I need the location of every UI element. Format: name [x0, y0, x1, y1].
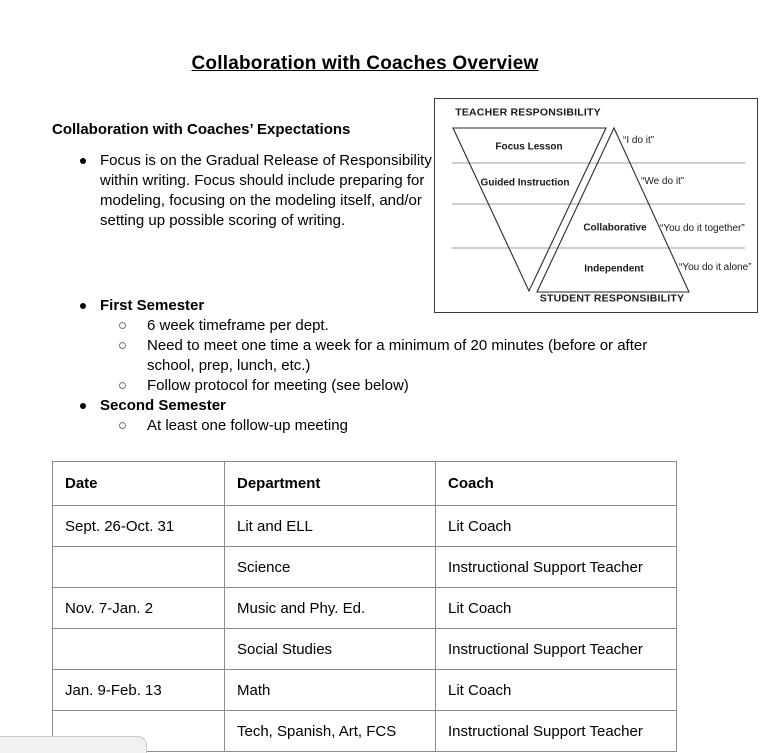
list-item — [52, 376, 692, 396]
list-item-text: At least one follow-up meeting — [147, 417, 348, 434]
table-row — [53, 547, 677, 588]
first-semester-label: First Semester — [100, 297, 205, 314]
cell-date — [53, 629, 225, 670]
cell-coach: Lit Coach — [436, 506, 677, 547]
table-row — [53, 588, 677, 629]
list-item-second-semester — [52, 396, 692, 416]
bullet-circle-icon — [119, 322, 126, 329]
list-item-text: Follow protocol for meeting (see below) — [147, 377, 409, 394]
browser-status-bubble — [0, 736, 147, 753]
gradual-release-diagram — [434, 98, 758, 313]
focus-bullet-item — [80, 151, 448, 231]
stage-focus-lesson: Focus Lesson — [495, 141, 563, 153]
quote-you-do-it-together: “You do it together” — [660, 223, 745, 234]
bullet-circle-icon — [119, 422, 126, 429]
header-date: Date — [53, 462, 225, 506]
teacher-responsibility-label: TEACHER RESPONSIBILITY — [455, 106, 601, 119]
cell-dept: Lit and ELL — [225, 506, 436, 547]
bullet-dot-icon — [80, 158, 86, 164]
header-coach: Coach — [436, 462, 677, 506]
header-department: Department — [225, 462, 436, 506]
cell-date: Jan. 9-Feb. 13 — [53, 670, 225, 711]
cell-dept: Music and Phy. Ed. — [225, 588, 436, 629]
quote-we-do-it: “We do it” — [641, 176, 685, 187]
list-item-text: 6 week timeframe per dept. — [147, 317, 329, 334]
cell-coach: Instructional Support Teacher — [436, 547, 677, 588]
stage-independent: Independent — [584, 263, 644, 275]
cell-coach: Lit Coach — [436, 670, 677, 711]
table-row — [53, 670, 677, 711]
cell-coach: Lit Coach — [436, 588, 677, 629]
cell-dept: Science — [225, 547, 436, 588]
cell-dept: Tech, Spanish, Art, FCS — [225, 711, 436, 752]
expectations-heading: Collaboration with Coaches’ Expectations — [52, 121, 351, 138]
semester-list — [52, 292, 692, 436]
diagram-triangles — [435, 99, 757, 312]
bullet-circle-icon — [119, 382, 126, 389]
list-item — [52, 336, 692, 376]
student-responsibility-label: STUDENT RESPONSIBILITY — [539, 292, 685, 305]
cell-dept: Social Studies — [225, 629, 436, 670]
quote-you-do-it-alone: “You do it alone” — [679, 262, 752, 273]
cell-date: Nov. 7-Jan. 2 — [53, 588, 225, 629]
focus-bullet-text: Focus is on the Gradual Release of Responsibility within writing. Focus should include preparing for modeling, focusing on the modeling itself, and/or setting up possible scoring of writing. — [100, 152, 432, 229]
list-item — [52, 316, 692, 336]
second-semester-label: Second Semester — [100, 397, 226, 414]
stage-guided-instruction: Guided Instruction — [480, 177, 570, 189]
table-row — [53, 629, 677, 670]
cell-coach: Instructional Support Teacher — [436, 711, 677, 752]
table-row — [53, 506, 677, 547]
quote-i-do-it: “I do it” — [623, 135, 655, 146]
cell-date: Sept. 26-Oct. 31 — [53, 506, 225, 547]
page-title: Collaboration with Coaches Overview — [191, 53, 539, 74]
table-header-row — [53, 462, 677, 506]
cell-coach: Instructional Support Teacher — [436, 629, 677, 670]
coach-schedule-table — [52, 461, 677, 752]
bullet-circle-icon — [119, 342, 126, 349]
list-item — [52, 416, 692, 436]
cell-dept: Math — [225, 670, 436, 711]
bullet-dot-icon — [80, 303, 86, 309]
list-item-text: Need to meet one time a week for a minimum of 20 minutes (before or after school, prep, lunch, etc.) — [147, 337, 648, 374]
bullet-dot-icon — [80, 403, 86, 409]
cell-date — [53, 547, 225, 588]
stage-collaborative: Collaborative — [583, 222, 647, 234]
